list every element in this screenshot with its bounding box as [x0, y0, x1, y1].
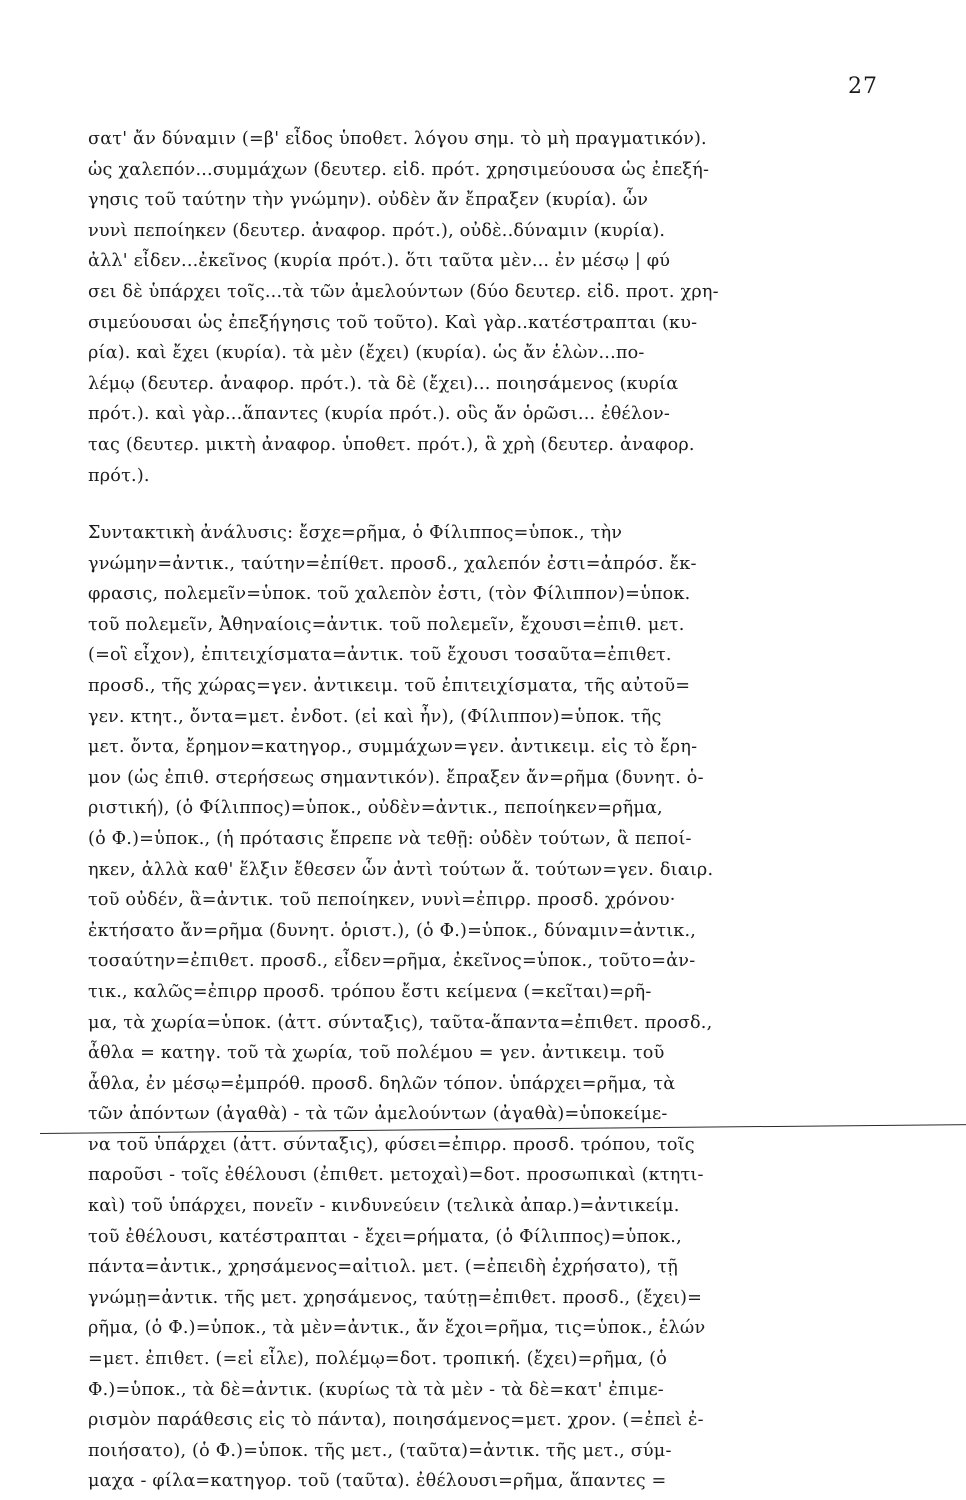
text-line: σατ' ἄν δύναμιν (=β' εἶδος ὑποθετ. λόγου σημ. τὸ μὴ πραγματικόν). — [88, 129, 707, 149]
text-line: τας (δευτερ. μικτὴ ἀναφορ. ὑποθετ. πρότ.), ἃ χρὴ (δευτερ. ἀναφορ. — [88, 434, 695, 455]
text-line: να τοῦ ὑπάρχει (ἀττ. σύνταξις), φύσει=ἐπιρρ. προσδ. τρόπου, τοῖς — [88, 1134, 695, 1155]
text-line: τοῦ πολεμεῖν, Ἀθηναίοις=ἀντικ. τοῦ πολεμεῖν, ἔχουσι=ἐπιθ. μετ. — [88, 614, 685, 635]
text-line: τοῦ ἐθέλουσι, κατέστραπται - ἔχει=ρήματα, (ὁ Φίλιππος)=ὑποκ., — [88, 1226, 682, 1247]
text-line: γεν. κτητ., ὄντα=μετ. ἐνδοτ. (εἰ καὶ ἦν), (Φίλιππον)=ὑποκ. τῆς — [88, 706, 662, 727]
text-line: (=οἳ εἶχον), ἐπιτειχίσματα=ἀντικ. τοῦ ἔχουσι τοσαῦτα=ἐπιθετ. — [88, 645, 672, 666]
text-line: γνώμῃ=ἀντικ. τῆς μετ. χρησάμενος, ταύτῃ=ἐπιθετ. προσδ., (ἔχει)= — [88, 1287, 703, 1308]
text-line: ἐκτήσατο ἄν=ρῆμα (δυνητ. ὁριστ.), (ὁ Φ.)=ὑποκ., δύναμιν=ἀντικ., — [88, 920, 697, 941]
text-line: προσδ., τῆς χώρας=γεν. ἀντικειμ. τοῦ ἐπιτειχίσματα, τῆς αὐτοῦ= — [88, 675, 691, 696]
text-line: ριστική), (ὁ Φίλιππος)=ὑποκ., οὐδὲν=ἀντικ., πεποίηκεν=ρῆμα, — [88, 798, 663, 819]
text-line: πρότ.). καὶ γὰρ...ἅπαντες (κυρία πρότ.). οὓς ἄν ὁρῶσι... ἐθέλον- — [88, 404, 671, 425]
text-line: ηκεν, ἀλλὰ καθ' ἕλξιν ἔθεσεν ὧν ἀντὶ τούτων ἅ. τούτων=γεν. διαιρ. — [88, 859, 714, 880]
text-line: παροῦσι - τοῖς ἐθέλουσι (ἐπιθετ. μετοχαὶ)=δοτ. προσωπικαὶ (κτητι- — [88, 1165, 704, 1186]
text-line: τοῦ οὐδέν, ἃ=ἀντικ. τοῦ πεποίηκεν, νυνὶ=ἐπιρρ. προσδ. χρόνου· — [88, 890, 676, 911]
text-line: πάντα=ἀντικ., χρησάμενος=αἰτιολ. μετ. (=ἐπειδὴ ἐχρήσατο), τῇ — [88, 1257, 679, 1278]
text-line: Συντακτικὴ ἀνάλυσις: ἔσχε=ρῆμα, ὁ Φίλιππος=ὑποκ., τὴν — [88, 523, 623, 543]
text-line: ὡς χαλεπόν...συμμάχων (δευτερ. εἰδ. πρότ. χρησιμεύουσα ὡς ἐπεξή- — [88, 159, 710, 180]
paragraph-syntactic-analysis — [88, 518, 884, 1497]
text-line: Φ.)=ὑποκ., τὰ δὲ=ἀντικ. (κυρίως τὰ τὰ μὲν - τὰ δὲ=κατ' ἐπιμε- — [88, 1379, 664, 1400]
text-line: σιμεύουσαι ὡς ἐπεξήγησις τοῦ τοῦτο). Καὶ γὰρ..κατέστραπται (κυ- — [88, 312, 698, 333]
page-number: 27 — [848, 74, 878, 99]
text-line: γησις τοῦ ταύτην τὴν γνώμην). οὐδὲν ἄν ἔπραξεν (κυρία). ὧν — [88, 190, 649, 211]
text-line: ἀλλ' εἶδεν...ἐκεῖνος (κυρία πρότ.). ὅτι ταῦτα μὲν... ἐν μέσῳ | φύ — [88, 251, 671, 272]
text-line: λέμῳ (δευτερ. ἀναφορ. πρότ.). τὰ δὲ (ἔχει)... ποιησάμενος (κυρία — [88, 373, 679, 394]
text-line: ρία). καὶ ἔχει (κυρία). τὰ μὲν (ἔχει) (κυρία). ὡς ἄν ἑλὼν...πο- — [88, 343, 645, 364]
text-line: μα, τὰ χωρία=ὑποκ. (ἀττ. σύνταξις), ταῦτα-ἅπαντα=ἐπιθετ. προσδ., — [88, 1012, 713, 1033]
text-line: πρότ.). — [88, 465, 150, 486]
text-line: γνώμην=ἀντικ., ταύτην=ἐπίθετ. προσδ., χαλεπόν ἐστι=ἀπρόσ. ἔκ- — [88, 553, 697, 574]
text-line: μον (ὡς ἐπιθ. στερήσεως σημαντικόν). ἔπραξεν ἄν=ρῆμα (δυνητ. ὁ- — [88, 767, 704, 788]
text-line: ἆθλα = κατηγ. τοῦ τὰ χωρία, τοῦ πολέμου = γεν. ἀντικειμ. τοῦ — [88, 1043, 665, 1064]
text-line: τοσαύτην=ἐπιθετ. προσδ., εἶδεν=ρῆμα, ἐκεῖνος=ὑποκ., τοῦτο=ἀν- — [88, 951, 696, 972]
text-line: σει δὲ ὑπάρχει τοῖς...τὰ τῶν ἀμελούντων (δύο δευτερ. εἰδ. προτ. χρη- — [88, 281, 719, 302]
text-line: ρισμὸν παράθεσις εἰς τὸ πάντα), ποιησάμενος=μετ. χρον. (=ἐπεὶ ἐ- — [88, 1410, 704, 1431]
text-line: ἆθλα, ἐν μέσῳ=ἐμπρόθ. προσδ. δηλῶν τόπον. ὑπάρχει=ρῆμα, τὰ — [88, 1073, 676, 1094]
text-line: μαχα - φίλα=κατηγορ. τοῦ (ταῦτα). ἐθέλουσι=ρῆμα, ἅπαντες = — [88, 1471, 667, 1492]
text-line: μετ. ὄντα, ἔρημον=κατηγορ., συμμάχων=γεν. ἀντικειμ. εἰς τὸ ἔρη- — [88, 737, 698, 758]
text-line: (ὁ Φ.)=ὑποκ., (ἡ πρότασις ἔπρεπε νὰ τεθῇ: οὐδὲν τούτων, ἃ πεποί- — [88, 828, 692, 849]
text-line: =μετ. ἐπιθετ. (=εἰ εἷλε), πολέμῳ=δοτ. τροπική. (ἔχει)=ρῆμα, (ὁ — [88, 1349, 667, 1370]
text-line: φρασις, πολεμεῖν=ὑποκ. τοῦ χαλεπὸν ἐστι, (τὸν Φίλιππον)=ὑποκ. — [88, 584, 691, 605]
text-line: τῶν ἀπόντων (ἀγαθὰ) - τὰ τῶν ἀμελούντων (ἀγαθὰ)=ὑποκείμε- — [88, 1104, 668, 1125]
text-line: τικ., καλῶς=ἐπιρρ προσδ. τρόπου ἔστι κείμενα (=κεῖται)=ρῆ- — [88, 981, 652, 1002]
text-line: νυνὶ πεποίηκεν (δευτερ. ἀναφορ. πρότ.), οὐδὲ..δύναμιν (κυρία). — [88, 220, 666, 241]
text-line: ποιήσατο), (ὁ Φ.)=ὑποκ. τῆς μετ., (ταῦτα)=ἀντικ. τῆς μετ., σύμ- — [88, 1440, 672, 1461]
text-line: καὶ) τοῦ ὑπάρχει, πονεῖν - κινδυνεύειν (τελικὰ ἀπαρ.)=ἀντικείμ. — [88, 1196, 680, 1217]
text-line: ρῆμα, (ὁ Φ.)=ὑποκ., τὰ μὲν=ἀντικ., ἄν ἔχοι=ρῆμα, τις=ὑποκ., ἑλών — [88, 1318, 706, 1339]
paragraph-clause-analysis — [88, 124, 884, 491]
